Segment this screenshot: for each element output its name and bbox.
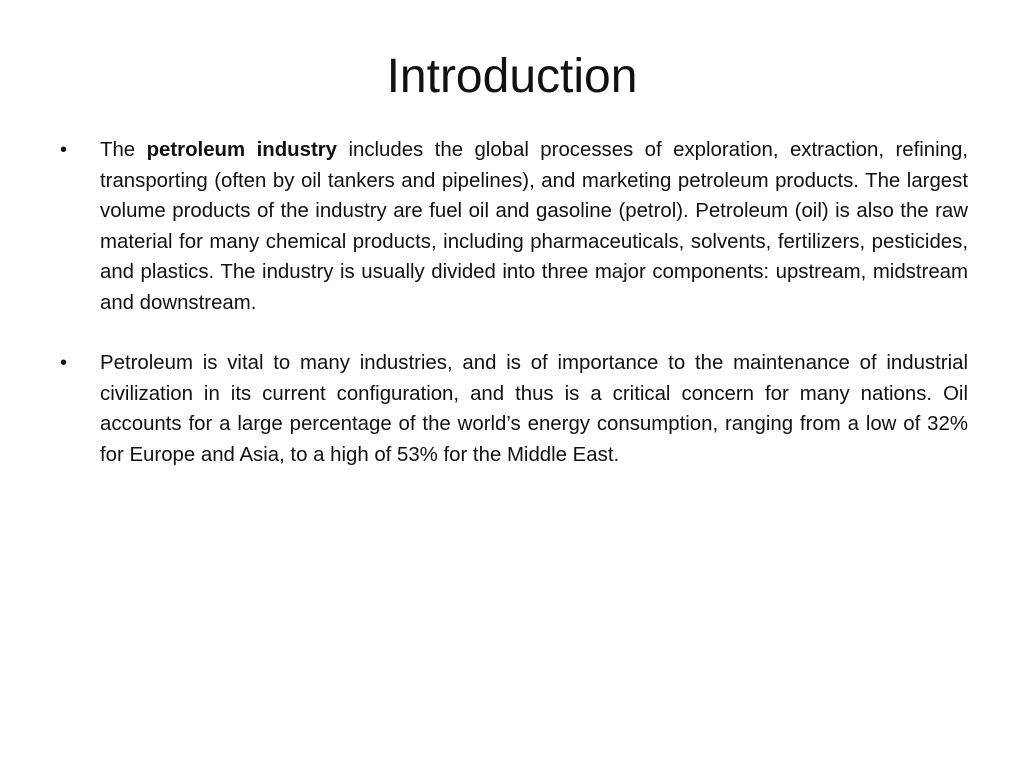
petroleum-industry-term: petroleum industry (146, 139, 338, 161)
bullet-icon: • (60, 352, 68, 374)
bullet-text-body: includes the global processes of exploration, extraction, refining, transporting (often by oil tankers and pipelines), and marketing petroleum products. The largest volume products of the industry are fuel oil and gasoline (petrol). Petroleum (oil) is also the raw material for many chemical products, including pharmaceuticals, solvents, fertilizers, pesticides, and plastics. The industry is usually divided into three major components: upstream, midstream and downstream. (100, 139, 968, 314)
bullet-icon: • (60, 139, 68, 161)
bullet-text-intro: The (100, 139, 147, 161)
slide-title: Introduction (386, 50, 638, 103)
bullet-text-petroleum-importance: Petroleum is vital to many industries, and is of importance to the maintenance of industrial civilization in its current configuration, and thus is a critical concern for many nations. Oil accounts for a large percentage of the world’s energy consumption, ranging from a low of 32% for Europe and Asia, to a high of 53% for the Middle East. (100, 352, 968, 466)
bullet-item-petroleum-importance (58, 348, 968, 470)
bullet-item-petroleum-industry (58, 135, 968, 318)
bullet-list (58, 135, 968, 470)
bullet-text-petroleum-industry (100, 135, 968, 318)
